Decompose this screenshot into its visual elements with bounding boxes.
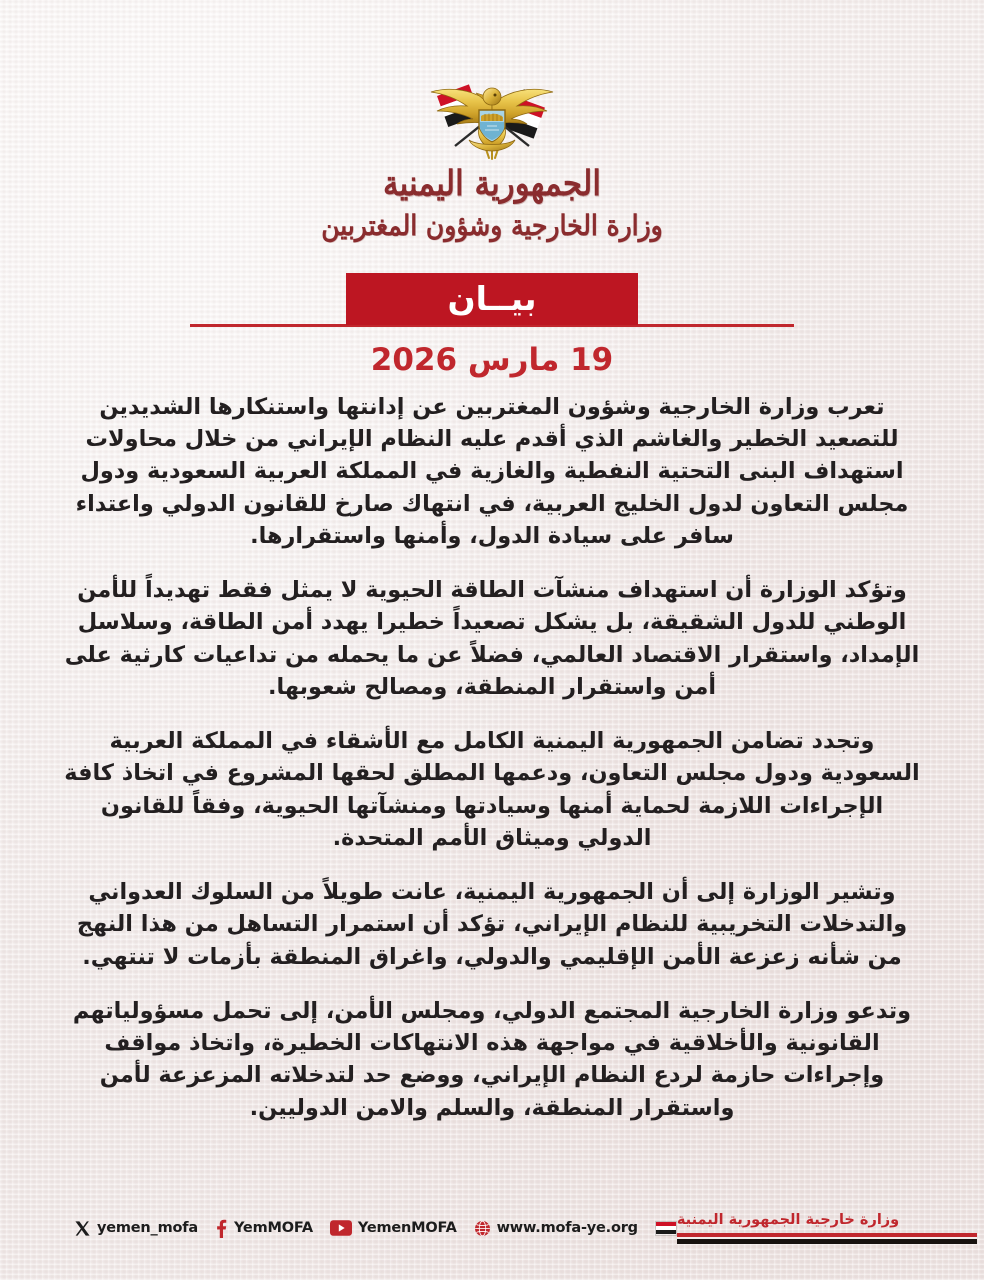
statement-date: 19 مارس 2026 bbox=[370, 341, 614, 378]
statement-paragraph: وتدعو وزارة الخارجية المجتمع الدولي، ومجلس الأمن، إلى تحمل مسؤولياتهم القانونية والأخلاقية في مواجهة هذه الانتهاكات الخطيرة، واتخاذ مواقف وإجراءات حازمة لردع النظام الإيراني، ووضع حد لتدخلاته المزعزعة لأمن واستقرار المنطقة، والسلم والامن الدوليين. bbox=[72, 997, 912, 1121]
facebook-icon bbox=[215, 1219, 228, 1238]
page-footer bbox=[0, 1212, 984, 1244]
social-links bbox=[74, 1219, 677, 1238]
statement-paragraph: وتجدد تضامن الجمهورية اليمنية الكامل مع الأشقاء في المملكة العربية السعودية ودول مجلس التعاون، ودعمها المطلق لحقها المشروع في اتخاذ كافة الإجراءات اللازمة لحماية أمنها وسيادتها ومنشآتها الحيوية، وفقاً للقانون الدولي وميثاق الأمم المتحدة. bbox=[64, 728, 920, 851]
x-handle: yemen_mofa bbox=[97, 1220, 198, 1236]
bar-black bbox=[677, 1239, 977, 1244]
youtube-icon bbox=[330, 1220, 352, 1236]
social-link-facebook[interactable] bbox=[215, 1219, 313, 1238]
globe-icon bbox=[474, 1220, 491, 1237]
country-name: الجمهورية اليمنية bbox=[383, 163, 601, 205]
organisation-name-block bbox=[321, 163, 663, 242]
social-link-website[interactable] bbox=[474, 1220, 638, 1237]
social-link-x[interactable] bbox=[74, 1220, 198, 1237]
title-banner-zone bbox=[0, 273, 984, 331]
youtube-handle: YemenMOFA bbox=[357, 1220, 457, 1236]
facebook-handle: YemMOFA bbox=[233, 1220, 313, 1236]
statement-banner bbox=[346, 273, 638, 325]
yemen-national-emblem-icon bbox=[407, 74, 577, 160]
footer-ministry-name: وزارة خارجية الجمهورية اليمنية bbox=[676, 1212, 900, 1228]
flag-color-bars bbox=[677, 1233, 977, 1244]
x-twitter-icon bbox=[74, 1220, 91, 1237]
footer-row bbox=[74, 1212, 910, 1244]
website-url: www.mofa-ye.org bbox=[496, 1220, 638, 1236]
statement-paragraph: وتشير الوزارة إلى أن الجمهورية اليمنية، عانت طويلاً من السلوك العدواني والتدخلات التخريبية للنظام الإيراني، تؤكد أن استمرار التساهل من هذا النهج من شأنه زعزعة الأمن الإقليمي والدولي، واغراق المنطقة بأزمات لا تنتهي. bbox=[76, 879, 908, 970]
social-link-youtube[interactable] bbox=[330, 1220, 457, 1236]
statement-body bbox=[64, 391, 920, 1124]
statement-paragraph: وتؤكد الوزارة أن استهداف منشآت الطاقة الحيوية لا يمثل فقط تهديداً للأمن الوطني للدول الشقيقة، بل يشكل تصعيداً خطيرا يهدد أمن الطاقة، وسلاسل الإمداد، واستقرار الاقتصاد العالمي، فضلاً عن ما يحمله من تداعيات كارثية على أمن واستقرار المنطقة، ومصالح شعوبها. bbox=[64, 577, 920, 700]
yemen-flag-icon bbox=[655, 1221, 677, 1236]
ministry-title: وزارة الخارجية وشؤون المغتربين bbox=[321, 208, 663, 242]
statement-paragraph: تعرب وزارة الخارجية وشؤون المغتربين عن إدانتها واستنكارها الشديدين للتصعيد الخطير والغاشم الذي أقدم عليه النظام الإيراني من خلال محاولات استهداف البنى التحتية النفطية والغازية في المملكة العربية السعودية ودول مجلس التعاون لدول الخليج العربية، في انتهاك صارخ للقانون الدولي واعتداء سافر على سيادة الدول، وأمنها واستقرارها. bbox=[75, 393, 909, 549]
footer-ministry-block bbox=[677, 1212, 977, 1244]
banner-title-text: بيــان bbox=[447, 279, 537, 319]
